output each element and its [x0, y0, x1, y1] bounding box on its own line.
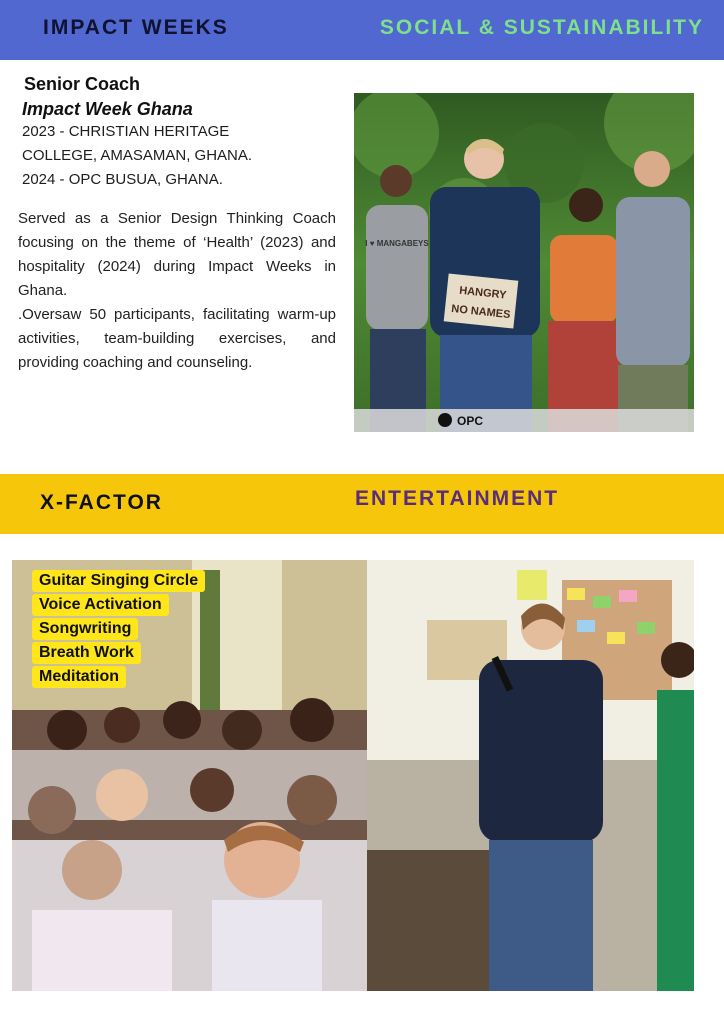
shirt-text: I ♥ MANGABEYS [365, 239, 429, 248]
role-title: Senior Coach [24, 74, 141, 94]
activity-tag: Meditation [32, 666, 126, 688]
venue-line: 2024 - OPC BUSUA, GHANA. [22, 171, 223, 188]
venue-line: 2023 - CHRISTIAN HERITAGE [22, 123, 230, 140]
section2-left-title: X-FACTOR [40, 491, 163, 514]
header-band [0, 0, 724, 60]
section2-right-title: ENTERTAINMENT [355, 487, 560, 510]
team-photo [354, 93, 694, 432]
sign-text: NO NAMES [450, 302, 511, 322]
speaker-photo [367, 560, 694, 991]
sign-text: HANGRY [458, 284, 507, 302]
event-title: Impact Week Ghana [22, 99, 193, 119]
activity-list [32, 570, 205, 690]
description-paragraph: Served as a Senior Design Thinking Coach focusing on the theme of ‘Health’ (2023) and hospitality (2024) during Impact Weeks in Ghana. [18, 210, 336, 299]
header-left-title: IMPACT WEEKS [43, 16, 229, 39]
activity-tag: Voice Activation [32, 594, 169, 616]
description-paragraph: .Oversaw 50 participants, facilitating warm-up activities, team-building exercises, and providing coaching and counseling. [18, 306, 336, 371]
opc-logo: OPC [457, 414, 484, 428]
header-right-title: SOCIAL & SUSTAINABILITY [379, 16, 704, 39]
venue-line: COLLEGE, AMASAMAN, GHANA. [22, 147, 253, 164]
activity-tag: Breath Work [32, 642, 141, 664]
section2-band [0, 474, 724, 534]
activity-tag: Guitar Singing Circle [32, 570, 205, 592]
description [18, 207, 336, 375]
activity-tag: Songwriting [32, 618, 138, 640]
